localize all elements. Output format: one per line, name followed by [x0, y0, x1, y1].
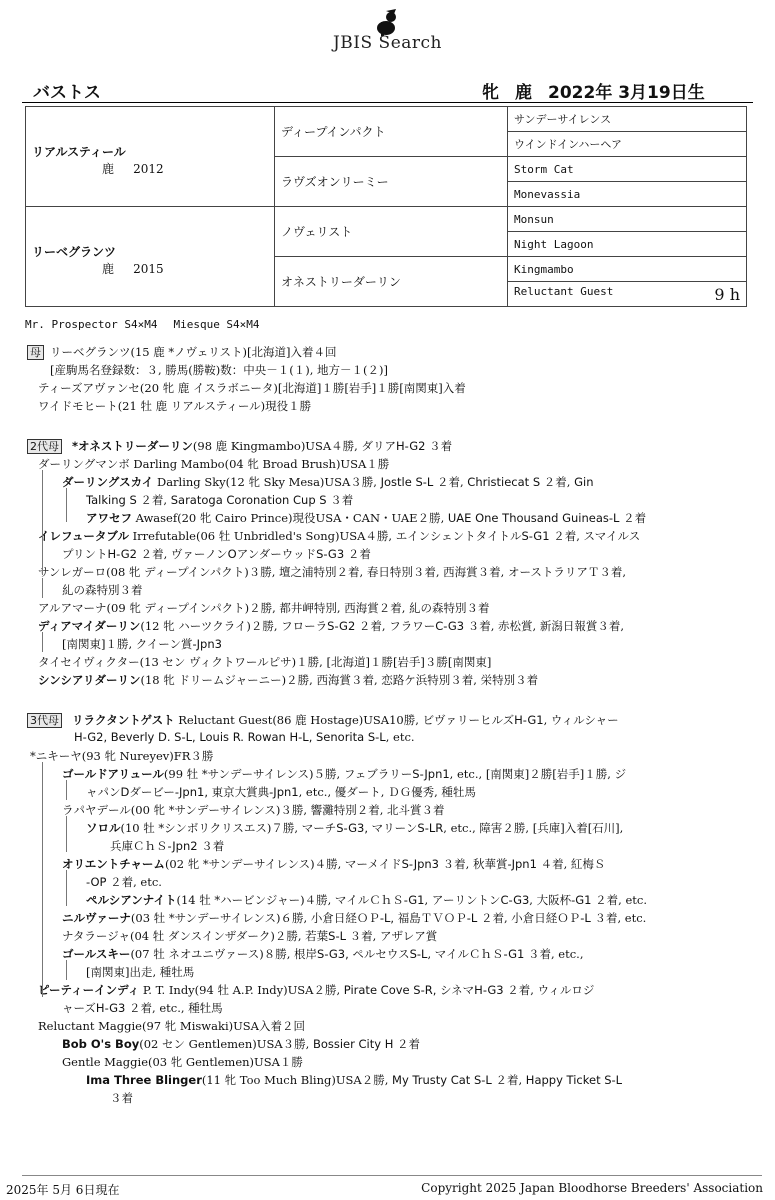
family-line — [38, 982, 594, 998]
horse-link[interactable]: オリエントチャーム — [62, 857, 165, 871]
line-text: Christiecat S — [467, 475, 541, 489]
line-text: ２着, — [549, 529, 584, 543]
line-text: 種牡馬 — [159, 965, 195, 979]
line-text: (12 牝 ハーツクライ)２勝, — [140, 619, 282, 633]
line-text: (18 牝 ドリームジャーニー)２勝, 西海賞３着, 恋路ケ浜特別３着, 栄特別３着 — [140, 673, 539, 687]
line-text: 小倉日経ＯＰ-L, 福島ＴＶＯＰ-L — [310, 911, 478, 925]
line-text: ウィルロジ — [537, 983, 595, 997]
dam-sire-sire[interactable]: Monsun — [508, 207, 747, 232]
line-text: マイルＣｈＳ-G1 — [434, 947, 525, 961]
footer-divider — [22, 1175, 762, 1176]
family-line — [62, 856, 605, 872]
line-text: ２着, — [477, 911, 512, 925]
family-line — [62, 1054, 303, 1070]
line-text: 大阪杯-G1 — [536, 893, 592, 907]
line-text: ２着 — [393, 1037, 421, 1051]
generation-label: 2代母 — [27, 439, 62, 454]
line-text: Saratoga Coronation Cup S — [170, 493, 327, 507]
line-text: フラワーC-G3 — [389, 619, 465, 633]
family-line — [38, 564, 626, 580]
family-line — [27, 438, 452, 454]
line-text: ワイドモヒート(21 牡 鹿 リアルスティール)現役１勝 — [38, 399, 312, 413]
line-text: スマイルス — [583, 529, 641, 543]
family-line — [62, 928, 437, 944]
family-line — [62, 910, 646, 926]
line-text: Awasef(20 牝 Cairo Prince)現役USA・CAN・UAE２勝, — [132, 511, 448, 525]
family-line — [86, 784, 476, 800]
dam-sire[interactable]: ノヴェリスト — [275, 207, 508, 257]
logo-text: JBIS Search — [332, 33, 442, 53]
family-line — [38, 618, 624, 634]
tree-connector — [66, 780, 67, 800]
line-text: (10 牡 *シンボリクリスエス)７勝, — [120, 821, 302, 835]
tree-connector — [42, 632, 43, 652]
tree-connector — [42, 762, 43, 997]
horse-link[interactable]: シンシアリダーリン — [38, 673, 141, 687]
line-text: 糺の森特別３着 — [62, 583, 143, 597]
line-text: ３着, アザレア賞 — [346, 929, 438, 943]
line-text: ２着 — [344, 547, 371, 561]
horse-link[interactable]: ダーリングスカイ — [62, 475, 154, 489]
line-text: ビヴァリーヒルズH-G1 — [422, 713, 544, 727]
family-line — [38, 380, 466, 396]
line-text: ダリアH-G2 — [361, 439, 426, 453]
family-line — [86, 964, 194, 980]
horse-sex: 牝 — [482, 83, 499, 103]
line-text: 兵庫ＣｈＳ-Jpn2 — [110, 839, 198, 853]
line-text: My Trusty Cat S-L — [392, 1073, 492, 1087]
footer-date: 2025年 5月 6日現在 — [6, 1183, 120, 1197]
family-line — [86, 820, 623, 836]
line-text: ２着, etc. — [106, 875, 162, 889]
line-text: (11 牝 Too Much Bling)USA２勝, — [201, 1073, 393, 1087]
line-text: (03 牡 *サンデーサイレンス)６勝, — [130, 911, 311, 925]
line-text: リーベグランツ(15 鹿 *ノヴェリスト)[北海道]入着４回 — [50, 345, 337, 359]
line-text: ラパヤデール(00 牝 *サンデーサイレンス)３勝, 響灘特別２着, 北斗賞３着 — [62, 803, 445, 817]
line-text: Irrefutable(06 牡 Unbridled's Song)USA４勝, — [128, 529, 396, 543]
horse-link[interactable]: ゴールドアリュール — [62, 767, 164, 781]
sire-sire-sire[interactable]: サンデーサイレンス — [508, 107, 747, 132]
footer-copyright: Copyright 2025 Japan Bloodhorse Breeders' Association — [421, 1181, 763, 1195]
line-text: Talking S — [86, 493, 137, 507]
dam-name[interactable]: リーベグランツ — [32, 244, 117, 259]
inbreeding-item: Mr. Prospector S4×M4 — [25, 318, 158, 331]
line-text: , — [543, 713, 551, 727]
inbreeding-item: Miesque S4×M4 — [173, 318, 260, 331]
family-line — [86, 492, 353, 508]
line-text: , etc., [南関東]２勝[岩手]１勝, — [449, 767, 615, 781]
line-text: , etc. — [385, 730, 415, 744]
horse-link[interactable]: ソロル — [86, 821, 121, 835]
line-text: (98 鹿 Kingmambo)USA４勝, — [192, 439, 362, 453]
line-text: ２着, etc. — [591, 893, 647, 907]
line-text: (99 牡 *サンデーサイレンス)５勝, — [163, 767, 344, 781]
dam-dam[interactable]: オネストリーダーリン — [275, 257, 508, 307]
line-text: ２着, — [491, 1073, 526, 1087]
line-text: ２着, — [355, 619, 390, 633]
family-line — [62, 474, 594, 490]
line-text: プリントH-G2 — [62, 547, 137, 561]
family-line — [30, 748, 213, 764]
line-text: アルアマーナ(09 牝 ディープインパクト)２勝, 都井岬特別, 西海賞２着, 糺の森特別３着 — [38, 601, 490, 615]
line-text: 若葉S-L — [305, 929, 347, 943]
line-text: ４着, 紅梅Ｓ — [536, 857, 606, 871]
family-number: 9 h — [714, 284, 740, 304]
horse-link[interactable]: Ima Three Blinger — [86, 1073, 202, 1087]
line-text: 種牡馬 — [441, 785, 476, 799]
line-text: ３着 — [110, 1091, 133, 1105]
horse-link[interactable]: ディアマイダーリン — [38, 619, 141, 633]
line-text: タイセイヴィクター(13 セン ヴィクトワールピサ)１勝, [北海道]１勝[岩手]３勝[南関東] — [38, 655, 492, 669]
line-text: ３着, 赤松賞, 新潟日報賞３着, — [464, 619, 625, 633]
tree-connector — [66, 960, 67, 980]
family-line — [27, 344, 336, 360]
line-text: ャーズH-G3 — [62, 1001, 126, 1015]
line-text: 根岸S-G3, ペルセウスS-L — [294, 947, 428, 961]
line-text: ３着 — [197, 839, 225, 853]
dam-details: 鹿 2015 — [102, 261, 164, 276]
line-text: H-G2, Beverly D. S-L, Louis R. Rowan H-L, Senorita S-L — [74, 730, 386, 744]
sire-dam-dam[interactable]: Monevassia — [508, 182, 747, 207]
tree-connector — [66, 816, 67, 852]
horse-info — [482, 78, 721, 103]
line-text: ャパンDダービー-Jpn1, 東京大賞典-Jpn1 — [86, 785, 299, 799]
line-text: P. T. Indy(94 牡 A.P. Indy)USA２勝, — [139, 983, 344, 997]
line-text: (02 牝 *サンデーサイレンス)４勝, — [164, 857, 345, 871]
line-text: Gin — [574, 475, 594, 489]
line-text: UAE One Thousand Guineas-L — [447, 511, 620, 525]
horse-link[interactable]: ピーティーインディ — [38, 983, 140, 997]
line-text: ２着, etc., — [125, 1001, 189, 1015]
sire-name[interactable]: リアルスティール — [32, 144, 126, 159]
horse-color: 鹿 — [515, 83, 532, 103]
line-text: Happy Ticket S-L — [525, 1073, 623, 1087]
tree-connector — [66, 870, 67, 906]
tree-connector — [66, 488, 67, 522]
line-text: Gentle Maggie(03 牝 Gentlemen)USA１勝 — [62, 1055, 303, 1069]
generation-label: 母 — [27, 345, 44, 360]
horse-link[interactable]: アワセフ — [86, 511, 132, 525]
dam-dam-sire[interactable]: Kingmambo — [508, 257, 747, 282]
family-line — [86, 874, 162, 890]
line-text: ヴァーノンOアンダーウッドS-G3 — [170, 547, 345, 561]
family-line — [38, 600, 490, 616]
line-text: ２着, — [503, 983, 538, 997]
horse-link[interactable]: ペルシアンナイト — [86, 893, 177, 907]
line-text: *ニキーヤ(93 牝 Nureyev)FR３勝 — [30, 749, 214, 763]
line-text: アーリントンC-G3 — [431, 893, 530, 907]
line-text: [南関東]出走, — [86, 965, 160, 979]
line-text: ダーリングマンボ Darling Mambo(04 牝 Broad Brush)USA１勝 — [38, 457, 390, 471]
sire-cell — [26, 107, 275, 207]
line-text: Pirate Cove S-R, シネマH-G3 — [343, 983, 504, 997]
line-text: , etc., 優ダート, ＤＧ優秀, — [298, 785, 442, 799]
family-line — [62, 766, 626, 782]
family-line — [110, 1090, 133, 1106]
header-divider — [22, 102, 753, 103]
horse-link[interactable]: Bob O's Boy — [62, 1037, 140, 1051]
line-text: , — [427, 947, 435, 961]
line-text: ティーズアヴァンセ(20 牝 鹿 イスラボニータ)[北海道]１勝[岩手]１勝[南関東]入着 — [38, 381, 466, 395]
line-text: ２着, — [136, 493, 171, 507]
horse-link[interactable]: イレフュータブル — [38, 529, 129, 543]
family-line — [38, 456, 389, 472]
line-text: ３着 — [326, 493, 354, 507]
family-line — [50, 362, 388, 378]
family-line — [27, 712, 619, 728]
family-line — [110, 838, 224, 854]
line-text: [産駒馬名登録数：３, 勝馬(勝鞍)数：中央－１(１), 地方－１(２)] — [50, 363, 389, 377]
horse-link[interactable]: *オネストリーダーリン — [68, 439, 193, 453]
line-text: 秋華賞-Jpn1 — [472, 857, 537, 871]
line-text: フローラS-G2 — [281, 619, 356, 633]
line-text: ナタラージャ(04 牡 ダンスインザダーク)２勝, — [62, 929, 306, 943]
line-text: ２着, — [540, 475, 575, 489]
family-line — [86, 892, 647, 908]
line-text: , etc., 障害２勝, [兵庫]入着[石川], — [443, 821, 624, 835]
family-line — [74, 730, 415, 744]
generation-label: 3代母 — [27, 713, 62, 728]
line-text: マーメイドS-Jpn3 — [344, 857, 439, 871]
family-line — [86, 1072, 622, 1088]
family-line — [86, 510, 646, 526]
line-text: サンレガーロ(08 牝 ディープインパクト)３勝, 壇之浦特別２着, 春日特別３着, 西海賞３着, オーストラリアＴ３着, — [38, 565, 627, 579]
dam-cell — [26, 207, 275, 307]
dam-dam-dam[interactable]: Reluctant Guest 9 h — [508, 282, 747, 307]
sire-dam-sire[interactable]: Storm Cat — [508, 157, 747, 182]
line-text: (14 牡 *ハービンジャー)４勝, — [176, 893, 335, 907]
line-text: (07 牡 ネオユニヴァース)８勝, — [130, 947, 295, 961]
line-text: マーチS-G3, マリーンS-LR — [301, 821, 444, 835]
line-text: エインシェントタイトルS-G1 — [395, 529, 550, 543]
line-text: ２着, — [137, 547, 171, 561]
family-line — [62, 582, 143, 598]
sire-sire[interactable]: ディープインパクト — [275, 107, 508, 157]
family-line — [38, 1018, 305, 1034]
family-line — [38, 528, 640, 544]
pedigree-table — [25, 106, 747, 307]
dam-sire-dam[interactable]: Night Lagoon — [508, 232, 747, 257]
line-text: ３着 — [425, 439, 453, 453]
line-text: フェブラリーS-Jpn1 — [343, 767, 450, 781]
line-text: , — [529, 893, 537, 907]
line-text: マイルＣｈＳ-G1 — [334, 893, 425, 907]
family-line — [38, 654, 491, 670]
sire-dam[interactable]: ラヴズオンリーミー — [275, 157, 508, 207]
family-line — [62, 946, 583, 962]
line-text: クイーン賞-Jpn3 — [135, 637, 222, 651]
line-text: -OP — [86, 875, 107, 889]
line-text: Reluctant Maggie(97 牝 Miswaki)USA入着２回 — [38, 1019, 305, 1033]
line-text: Jostle S-L — [380, 475, 434, 489]
line-text: ２着 — [619, 511, 647, 525]
line-text: Darling Sky(12 牝 Sky Mesa)USA３勝, — [153, 475, 381, 489]
line-text: , — [424, 893, 432, 907]
horse-link[interactable]: リラクタントゲスト — [68, 713, 175, 727]
family-line — [62, 1000, 223, 1016]
sire-sire-dam[interactable]: ウインドインハーヘア — [508, 132, 747, 157]
line-text: 種牡馬 — [188, 1001, 223, 1015]
inbreeding — [25, 318, 276, 331]
line-text: ジ — [614, 767, 627, 781]
family-line — [38, 398, 311, 414]
line-text: (02 セン Gentlemen)USA３勝, — [139, 1037, 313, 1051]
family-line — [62, 546, 371, 562]
line-text: ２着, — [433, 475, 468, 489]
tree-connector — [42, 578, 43, 598]
line-text: ３着, etc., — [524, 947, 584, 961]
horse-name: バストス — [33, 83, 101, 103]
family-line — [38, 672, 538, 688]
line-text: ３着, — [439, 857, 473, 871]
line-text: Reluctant Guest(86 鹿 Hostage)USA10勝, — [174, 713, 423, 727]
line-text: 小倉日経ＯＰ-L — [511, 911, 591, 925]
family-line — [62, 802, 445, 818]
line-text: Bossier City H — [312, 1037, 394, 1051]
horse-link[interactable]: ゴールスキー — [62, 947, 131, 961]
line-text: ウィルシャー — [550, 713, 619, 727]
family-line — [62, 636, 222, 652]
sire-details: 鹿 2012 — [102, 161, 164, 176]
line-text: [南関東]１勝, — [62, 637, 136, 651]
family-line — [62, 1036, 420, 1052]
line-text: ３着, etc. — [590, 911, 647, 925]
tree-connector — [42, 470, 43, 575]
horse-link[interactable]: ニルヴァーナ — [62, 911, 131, 925]
horse-birth: 2022年 3月19日生 — [548, 83, 705, 103]
